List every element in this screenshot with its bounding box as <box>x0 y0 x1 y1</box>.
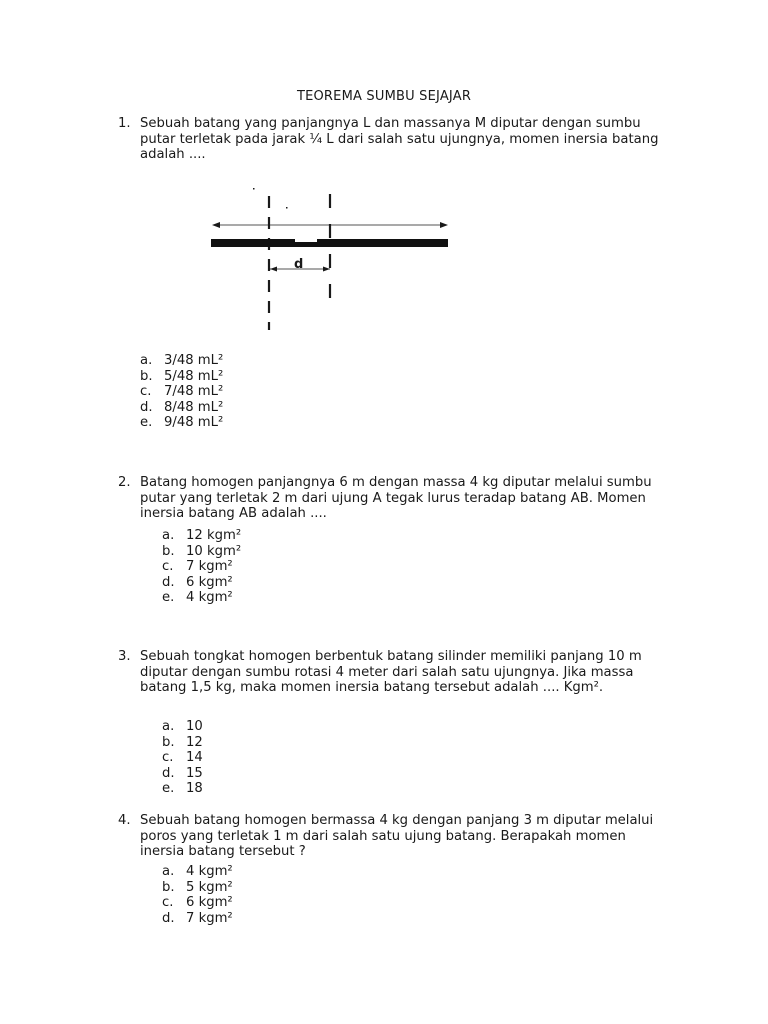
option-text: 12 <box>186 734 203 750</box>
option-d[interactable] <box>162 575 241 591</box>
option-text: 4 kgm² <box>186 590 233 606</box>
option-letter: c. <box>162 559 174 575</box>
option-letter: e. <box>162 781 175 797</box>
question-number: 1. <box>118 116 131 131</box>
rod-notch <box>295 238 317 242</box>
option-d[interactable] <box>140 400 223 416</box>
question-3 <box>118 649 678 696</box>
question-1 <box>118 116 678 163</box>
option-letter: b. <box>162 734 175 750</box>
question-2 <box>118 475 678 522</box>
option-text: 18 <box>186 781 203 797</box>
option-letter: b. <box>140 368 153 384</box>
option-text: 6 kgm² <box>186 895 233 911</box>
question-text: Batang homogen panjangnya 6 m dengan massa 4 kg diputar melalui sumbu putar yang terletak 2 m dari ujung A tegak lurus teradap batang AB. Momen inersia batang AB adalah .... <box>140 475 652 522</box>
option-d[interactable] <box>162 911 233 927</box>
option-text: 15 <box>186 765 203 781</box>
option-text: 12 kgm² <box>186 528 242 543</box>
option-c[interactable] <box>162 750 203 766</box>
option-a[interactable] <box>162 719 203 735</box>
option-d[interactable] <box>162 766 203 782</box>
answer-options-3 <box>162 719 203 797</box>
option-a[interactable] <box>162 528 241 544</box>
option-b[interactable] <box>162 880 233 896</box>
marker-dot <box>286 207 288 209</box>
length-arrow-left-head <box>212 222 220 228</box>
option-text: 6 kgm² <box>186 574 233 590</box>
option-letter: c. <box>162 895 174 911</box>
option-letter: b. <box>162 543 175 559</box>
option-text: 3/48 mL² <box>164 353 224 368</box>
answer-options-1 <box>140 353 223 431</box>
option-a[interactable] <box>162 864 233 880</box>
marker-dot <box>253 188 255 190</box>
option-text: 10 kgm² <box>186 543 242 559</box>
answer-options-2 <box>162 528 241 606</box>
option-letter: d. <box>162 765 175 781</box>
option-letter: b. <box>162 879 175 895</box>
option-text: 7/48 mL² <box>164 384 224 400</box>
option-c[interactable] <box>162 559 241 575</box>
option-letter: d. <box>140 399 153 415</box>
option-letter: c. <box>162 750 174 766</box>
d-arrow-left-head <box>270 267 277 272</box>
option-b[interactable] <box>162 735 203 751</box>
option-letter: a. <box>162 528 175 543</box>
option-text: 7 kgm² <box>186 910 233 926</box>
rod <box>211 239 448 247</box>
option-letter: d. <box>162 574 175 590</box>
question-number: 4. <box>118 813 131 828</box>
option-letter: a. <box>162 719 175 734</box>
option-letter: c. <box>140 384 152 400</box>
page-title: TEOREMA SUMBU SEJAJAR <box>296 89 472 104</box>
option-e[interactable] <box>140 415 223 431</box>
option-letter: e. <box>162 590 175 606</box>
option-text: 9/48 mL² <box>164 415 224 431</box>
question-number: 3. <box>118 649 131 664</box>
option-c[interactable] <box>162 895 233 911</box>
option-c[interactable] <box>140 384 223 400</box>
question-4 <box>118 813 678 860</box>
option-letter: d. <box>162 910 175 926</box>
question-text: Sebuah tongkat homogen berbentuk batang silinder memiliki panjang 10 m diputar dengan sumbu rotasi 4 meter dari salah satu ujungnya. Jika massa batang 1,5 kg, maka momen inersia batang tersebut adalah .... Kgm². <box>140 649 642 696</box>
option-text: 8/48 mL² <box>164 399 224 415</box>
option-e[interactable] <box>162 781 203 797</box>
option-b[interactable] <box>162 544 241 560</box>
option-text: 4 kgm² <box>186 864 233 879</box>
option-letter: e. <box>140 415 153 431</box>
d-label: d <box>294 257 304 272</box>
question-number: 2. <box>118 475 131 490</box>
option-a[interactable] <box>140 353 223 369</box>
question-text: Sebuah batang homogen bermassa 4 kg dengan panjang 3 m diputar melalui poros yang terletak 1 m dari salah satu ujung batang. Berapakah momen inersia batang tersebut ? <box>140 813 654 860</box>
option-text: 10 <box>186 719 203 734</box>
rod-axis-diagram <box>200 180 460 340</box>
option-text: 5/48 mL² <box>164 368 224 384</box>
option-e[interactable] <box>162 590 241 606</box>
option-letter: a. <box>162 864 175 879</box>
option-text: 14 <box>186 750 203 766</box>
length-arrow-right-head <box>440 222 448 228</box>
option-b[interactable] <box>140 369 223 385</box>
question-text: Sebuah batang yang panjangnya L dan massanya M diputar dengan sumbu putar terletak pada jarak ¼ L dari salah satu ujungnya, momen inersia batang adalah .... <box>140 116 659 163</box>
option-text: 5 kgm² <box>186 879 233 895</box>
option-letter: a. <box>140 353 153 368</box>
option-text: 7 kgm² <box>186 559 233 575</box>
answer-options-4 <box>162 864 233 926</box>
